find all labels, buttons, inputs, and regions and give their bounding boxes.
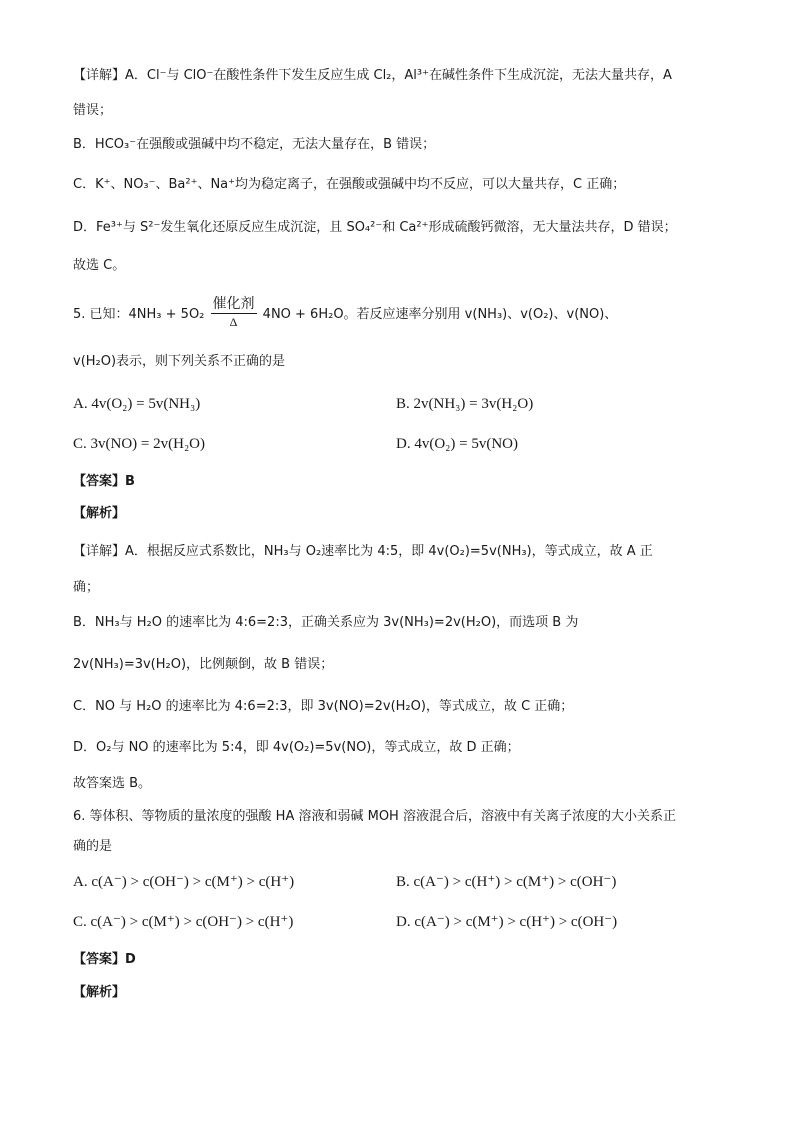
- equation-products: 4NO + 6H₂O。若反应速率分别用 v(NH₃)、v(O₂)、v(NO)、: [262, 307, 618, 322]
- question-6-stem-line2: 确的是: [73, 839, 113, 854]
- conclusion-line: 故选 C。: [73, 258, 126, 273]
- q6-answer: 【答案】D: [73, 952, 136, 967]
- q6-option-a: A. c(A⁻) > c(OH⁻) > c(M⁺) > c(H⁺): [73, 874, 295, 890]
- detail-line-a: 【详解】A．Cl⁻与 ClO⁻在酸性条件下发生反应生成 Cl₂，Al³⁺在碱性条件下生成沉淀，无法大量共存，A: [73, 68, 672, 83]
- q6-analysis-label: 【解析】: [73, 985, 126, 1000]
- detail-line-b: B．HCO₃⁻在强酸或强碱中均不稳定，无法大量存在，B 错误；: [73, 137, 436, 152]
- q5-detail-a-cont: 确；: [73, 580, 100, 595]
- q5-option-c: C. 3v(NO) = 2v(H₂O): [73, 436, 206, 452]
- equation-reactants: 5. 已知：4NH₃ + 5O₂: [73, 307, 205, 322]
- question-5-stem: [73, 298, 617, 331]
- reaction-condition: [211, 296, 257, 329]
- q5-analysis-label: 【解析】: [73, 506, 126, 521]
- q5-option-b: B. 2v(NH₃) = 3v(H₂O): [396, 396, 534, 412]
- q5-detail-d: D．O₂与 NO 的速率比为 5:4，即 4v(O₂)=5v(NO)，等式成立，故 D 正确；: [73, 740, 520, 755]
- detail-line-d: D．Fe³⁺与 S²⁻发生氧化还原反应生成沉淀，且 SO₄²⁻和 Ca²⁺形成硫酸钙微溶，无大量法共存，D 错误；: [73, 220, 677, 235]
- question-5-stem-line2: v(H₂O)表示，则下列关系不正确的是: [73, 354, 286, 369]
- q5-answer: 【答案】B: [73, 474, 135, 489]
- q6-option-c: C. c(A⁻) > c(M⁺) > c(OH⁻) > c(H⁺): [73, 914, 294, 930]
- q5-detail-c: C．NO 与 H₂O 的速率比为 4:6=2:3，即 3v(NO)=2v(H₂O)，等式成立，故 C 正确；: [73, 699, 574, 714]
- reaction-arrow-bar: [211, 313, 257, 314]
- q5-option-a: A. 4v(O₂) = 5v(NH₃): [73, 396, 201, 412]
- q5-detail-b: B．NH₃与 H₂O 的速率比为 4:6=2:3，正确关系应为 3v(NH₃)=2v(H₂O)，而选项 B 为: [73, 615, 579, 630]
- heat-symbol: Δ: [229, 315, 238, 329]
- q6-option-d: D. c(A⁻) > c(M⁺) > c(H⁺) > c(OH⁻): [396, 914, 618, 930]
- q5-conclusion: 故答案选 B。: [73, 776, 152, 791]
- q5-detail-a: 【详解】A．根据反应式系数比，NH₃与 O₂速率比为 4:5，即 4v(O₂)=5v(NH₃)，等式成立，故 A 正: [73, 544, 653, 559]
- detail-line-a-cont: 错误；: [73, 103, 113, 118]
- q6-option-b: B. c(A⁻) > c(H⁺) > c(M⁺) > c(OH⁻): [396, 874, 617, 890]
- question-6-stem: 6. 等体积、等物质的量浓度的强酸 HA 溶液和弱碱 MOH 溶液混合后，溶液中有关离子浓度的大小关系正: [73, 809, 676, 824]
- detail-line-c: C．K⁺、NO₃⁻、Ba²⁺、Na⁺均为稳定离子，在强酸或强碱中均不反应，可以大量共存，C 正确；: [73, 177, 626, 192]
- q5-option-d: D. 4v(O₂) = 5v(NO): [396, 436, 518, 452]
- q5-detail-b-cont: 2v(NH₃)=3v(H₂O)，比例颠倒，故 B 错误；: [73, 657, 334, 672]
- catalyst-label: 催化剂: [212, 296, 255, 312]
